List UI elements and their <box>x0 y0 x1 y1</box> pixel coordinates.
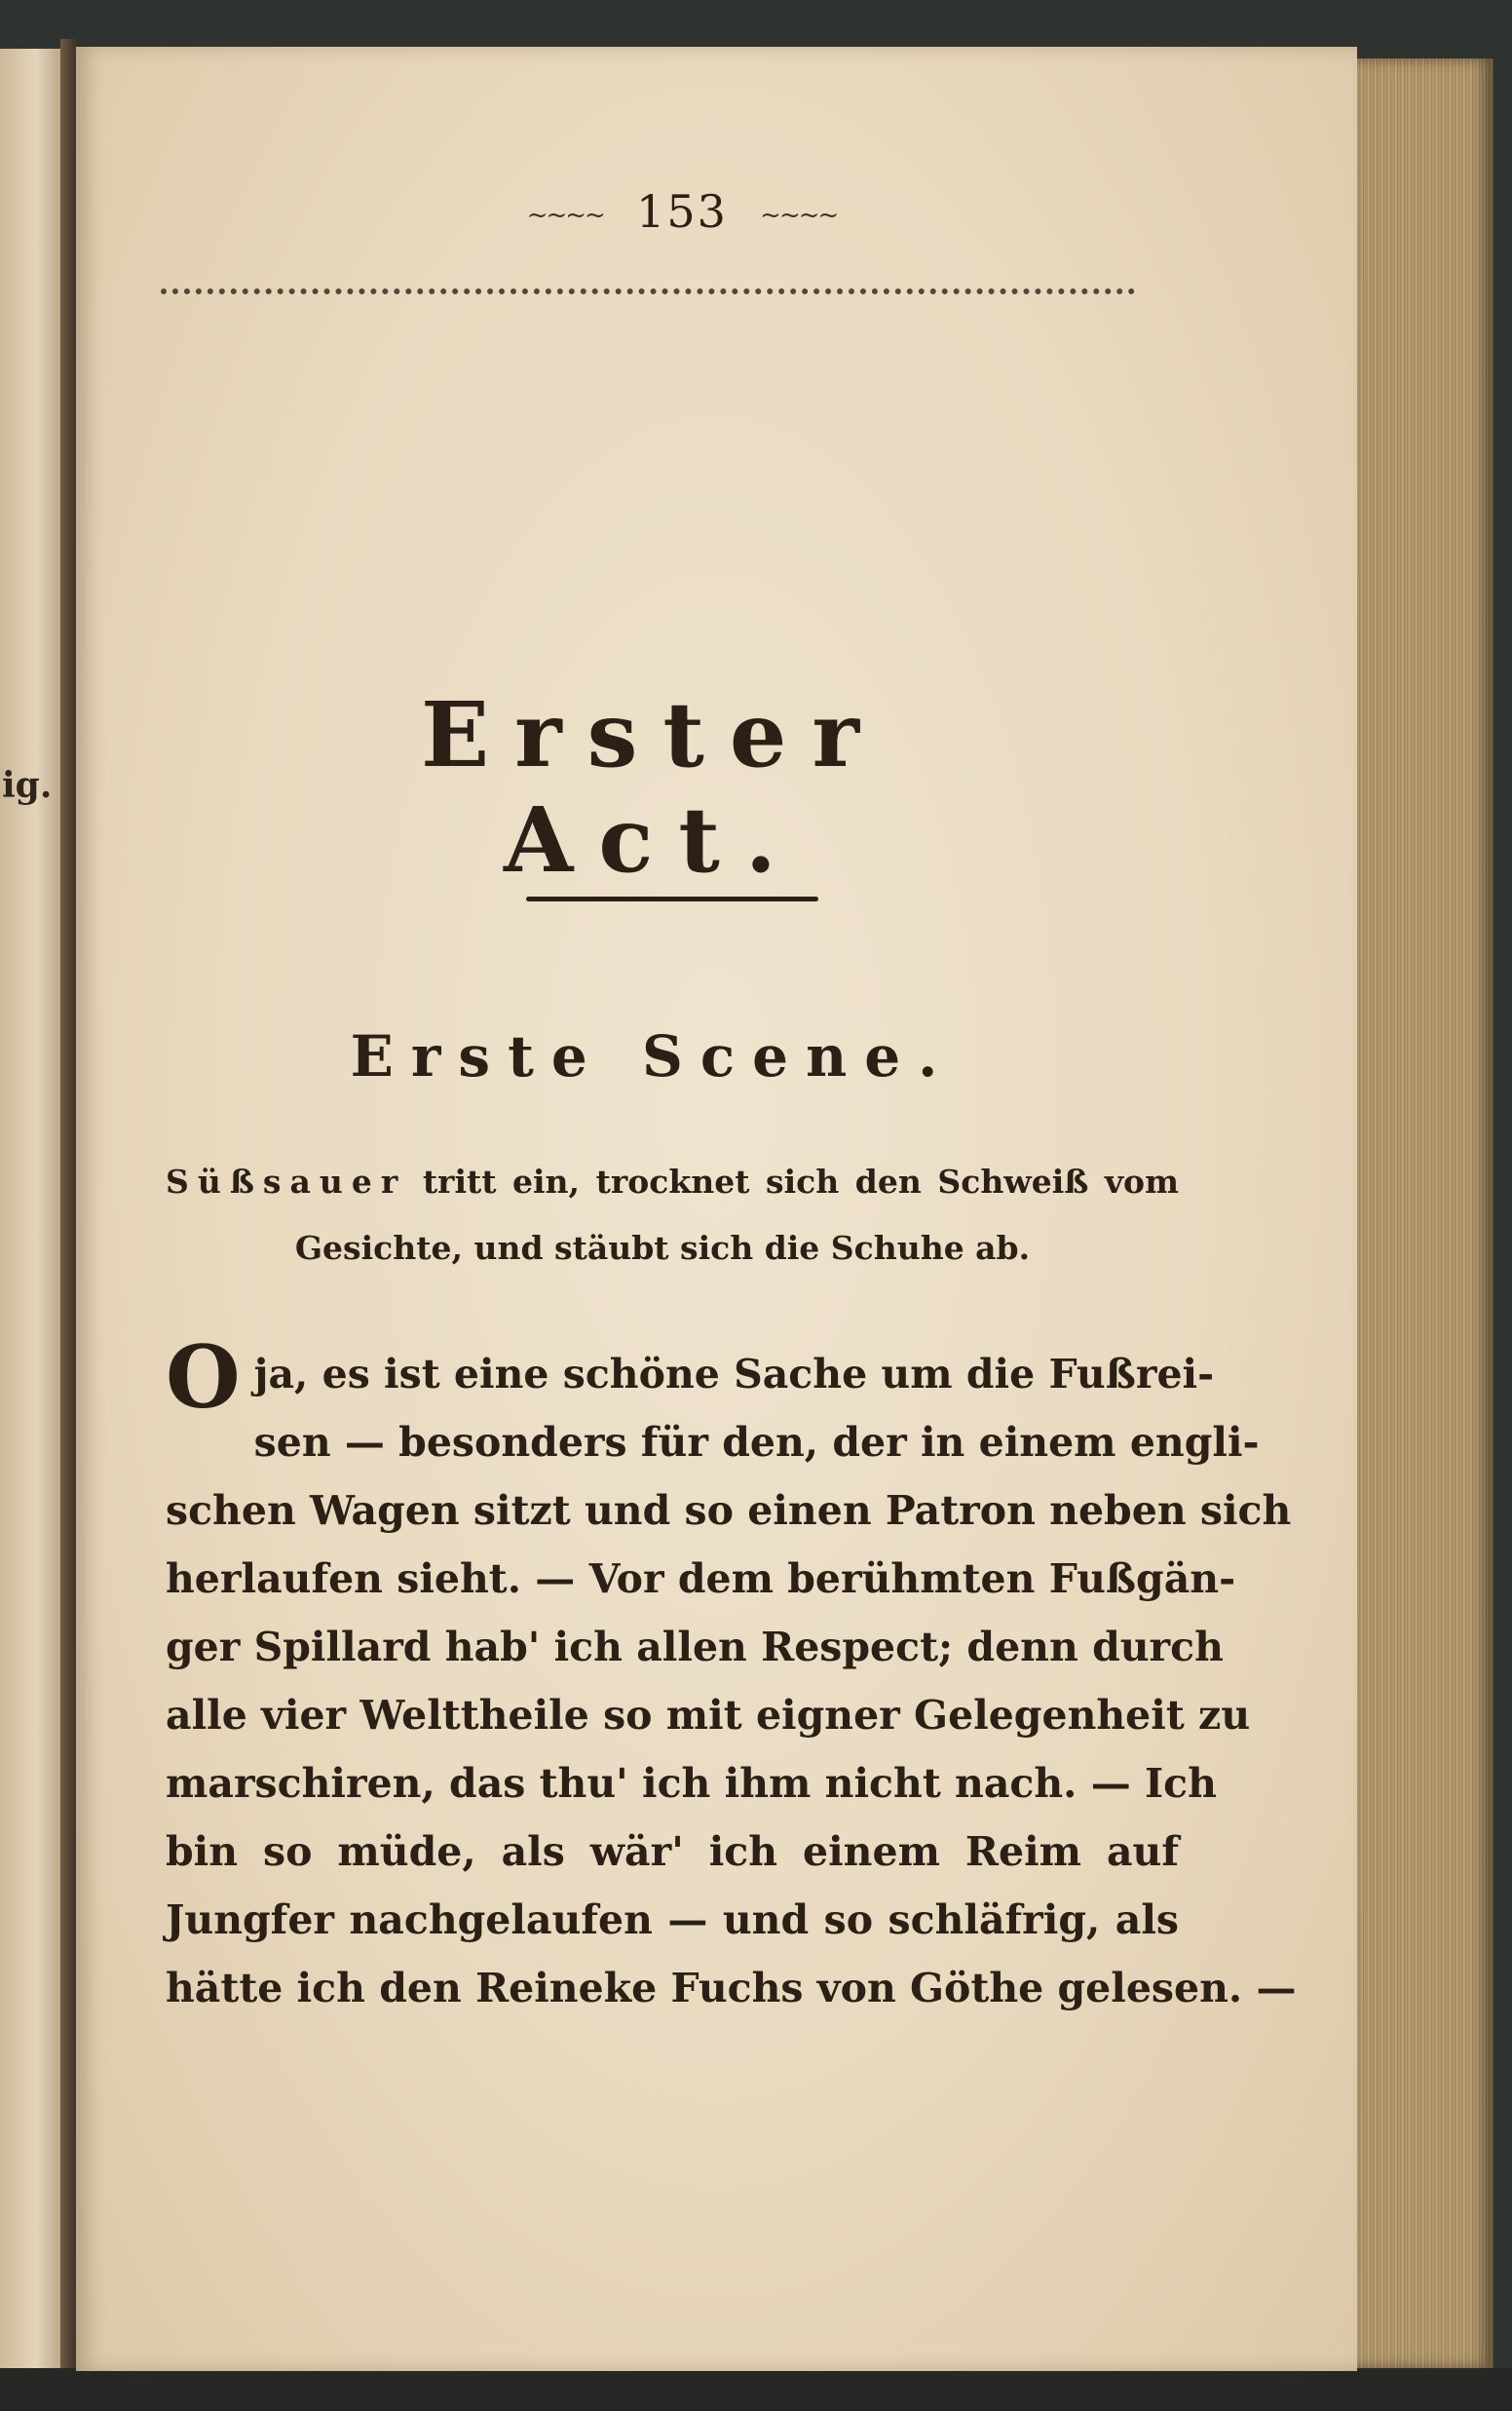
page-edges <box>1357 58 1493 2368</box>
text-line: ger Spillard hab' ich allen Respect; denn durch <box>166 1624 1224 1670</box>
header-ornament-right: ~~~~ <box>760 201 838 230</box>
left-page-edge <box>0 49 60 2388</box>
stage-direction-text: tritt ein, trocknet sich den Schweiß vom <box>422 1163 1179 1201</box>
text-line: ja, es ist eine schöne Sache um die Fußrei- <box>253 1351 1215 1397</box>
left-page-fragment: ig. <box>2 765 53 806</box>
speaker-name: Süßsauer <box>166 1163 407 1201</box>
header-rule <box>161 288 1135 308</box>
drop-cap: O <box>166 1326 241 1428</box>
text-line: sen — besonders für den, der in einem engli- <box>253 1419 1260 1466</box>
act-title: Erster Act. <box>421 682 885 893</box>
text-line: marschiren, das thu' ich ihm nicht nach. — Ich <box>166 1760 1217 1807</box>
text-line: hätte ich den Reineke Fuchs von Göthe gelesen. — <box>166 1965 1297 2011</box>
text-line: bin so müde, als wär' ich einem Reim auf <box>166 1828 1179 1875</box>
text-line: Jungfer nachgelaufen — und so schläfrig, als <box>166 1896 1179 1943</box>
text-line: schen Wagen sitzt und so einen Patron neben sich <box>166 1487 1292 1534</box>
title-divider <box>526 897 818 901</box>
header-ornament-left: ~~~~ <box>526 201 604 230</box>
page-number: 153 <box>636 185 728 238</box>
text-line: alle vier Welttheile so mit eigner Gelegenheit zu <box>166 1692 1251 1739</box>
body-paragraph <box>166 1326 1297 2022</box>
stage-direction-line-1 <box>166 1150 1179 1214</box>
text-line: herlaufen sieht. — Vor dem berühmten Fußgän- <box>166 1555 1236 1602</box>
book-cover-edge <box>0 2368 1512 2411</box>
stage-direction-line-2: Gesichte, und stäubt sich die Schuhe ab. <box>294 1229 1031 1267</box>
page-header <box>429 185 935 238</box>
scene-title: Erste Scene. <box>350 1023 956 1090</box>
